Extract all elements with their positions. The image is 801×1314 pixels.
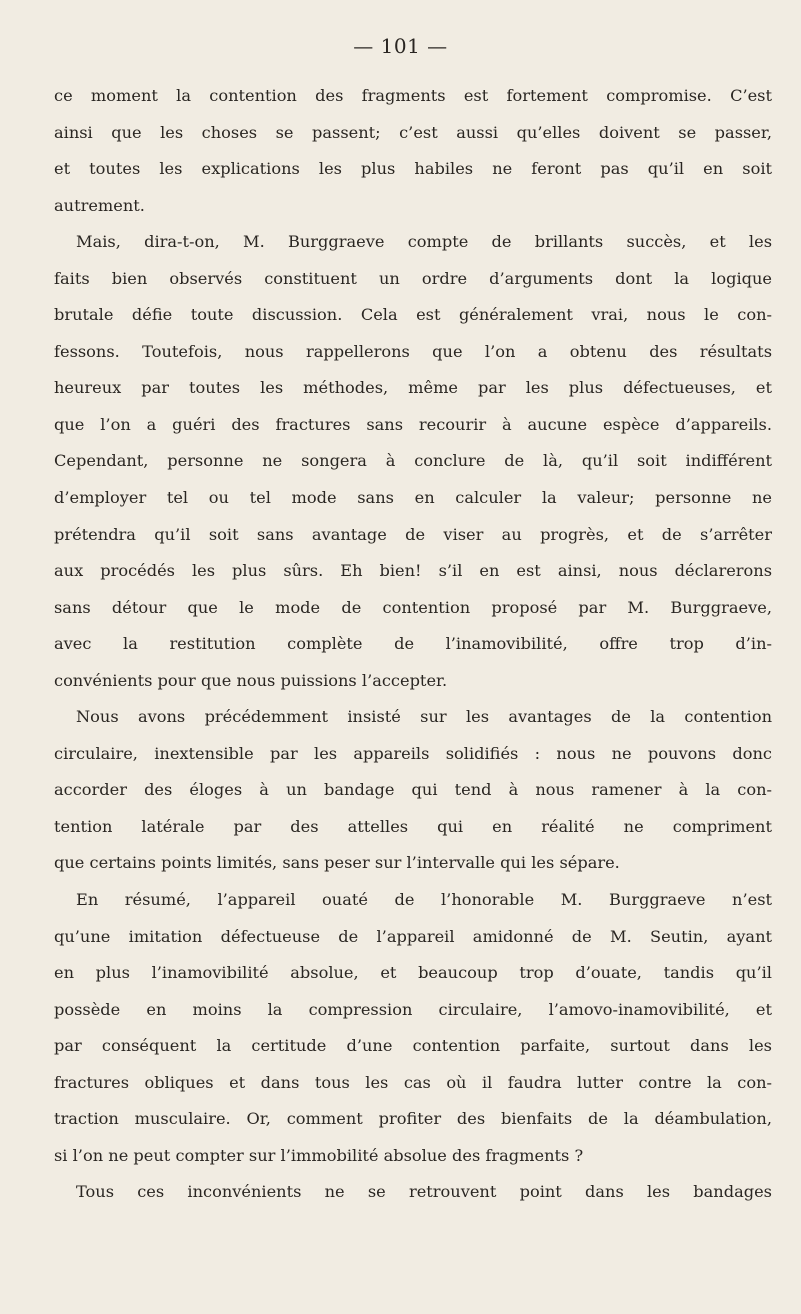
text-line: possède en moins la compression circulaire, l’amovo-inamovibilité, et [54, 999, 772, 1019]
text-line: que certains points limités, sans peser sur l’intervalle qui les sépare. [54, 853, 620, 873]
text-line: avec la restitution complète de l’inamovibilité, offre trop d’in- [54, 634, 772, 654]
text-line: sans détour que le mode de contention proposé par M. Burggraeve, [54, 597, 772, 617]
text-line: heureux par toutes les méthodes, même par les plus défectueuses, et [54, 378, 772, 398]
text-line: convénients pour que nous puissions l’accepter. [54, 670, 448, 690]
text-line: brutale défie toute discussion. Cela est généralement vrai, nous le con- [54, 305, 772, 325]
text-line: faits bien observés constituent un ordre d’arguments dont la logique [54, 268, 772, 288]
text-line: Cependant, personne ne songera à conclure de là, qu’il soit indifférent [54, 451, 772, 471]
text-line: d’employer tel ou tel mode sans en calculer la valeur; personne ne [54, 488, 772, 508]
text-line: Nous avons précédemment insisté sur les avantages de la contention [76, 707, 772, 727]
text-line: que l’on a guéri des fractures sans recourir à aucune espèce d’appareils. [54, 414, 772, 434]
text-line: prétendra qu’il soit sans avantage de viser au progrès, et de s’arrêter [54, 524, 772, 544]
text-line: En résumé, l’appareil ouaté de l’honorable M. Burggraeve n’est [76, 890, 772, 910]
body-text [54, 78, 772, 1211]
text-line: fessons. Toutefois, nous rappellerons que l’on a obtenu des résultats [54, 341, 772, 361]
text-line: Tous ces inconvénients ne se retrouvent point dans les bandages [76, 1182, 772, 1202]
page-number: — 101 — [353, 34, 448, 58]
text-line: autrement. [54, 195, 145, 215]
text-line: en plus l’inamovibilité absolue, et beaucoup trop d’ouate, tandis qu’il [54, 963, 772, 983]
text-line: ce moment la contention des fragments est fortement compromise. C’est [54, 86, 772, 105]
text-line: si l’on ne peut compter sur l’immobilité absolue des fragments ? [54, 1145, 584, 1165]
text-line: qu’une imitation défectueuse de l’appareil amidonné de M. Seutin, ayant [54, 926, 772, 946]
text-line: et toutes les explications les plus habiles ne feront pas qu’il en soit [54, 159, 772, 179]
text-line: traction musculaire. Or, comment profiter des bienfaits de la déambulation, [54, 1109, 772, 1129]
text-line: accorder des éloges à un bandage qui tend à nous ramener à la con- [54, 780, 772, 800]
text-line: Mais, dira-t-on, M. Burggraeve compte de brillants succès, et les [76, 232, 772, 252]
text-line: tention latérale par des attelles qui en réalité ne compriment [54, 816, 772, 836]
text-line: aux procédés les plus sûrs. Eh bien! s’il en est ainsi, nous déclarerons [54, 561, 772, 581]
text-line: ainsi que les choses se passent; c’est aussi qu’elles doivent se passer, [54, 122, 772, 142]
text-line: fractures obliques et dans tous les cas où il faudra lutter contre la con- [54, 1072, 772, 1092]
text-line: par conséquent la certitude d’une contention parfaite, surtout dans les [54, 1036, 772, 1056]
text-line: circulaire, inextensible par les appareils solidifiés : nous ne pouvons donc [54, 743, 772, 763]
